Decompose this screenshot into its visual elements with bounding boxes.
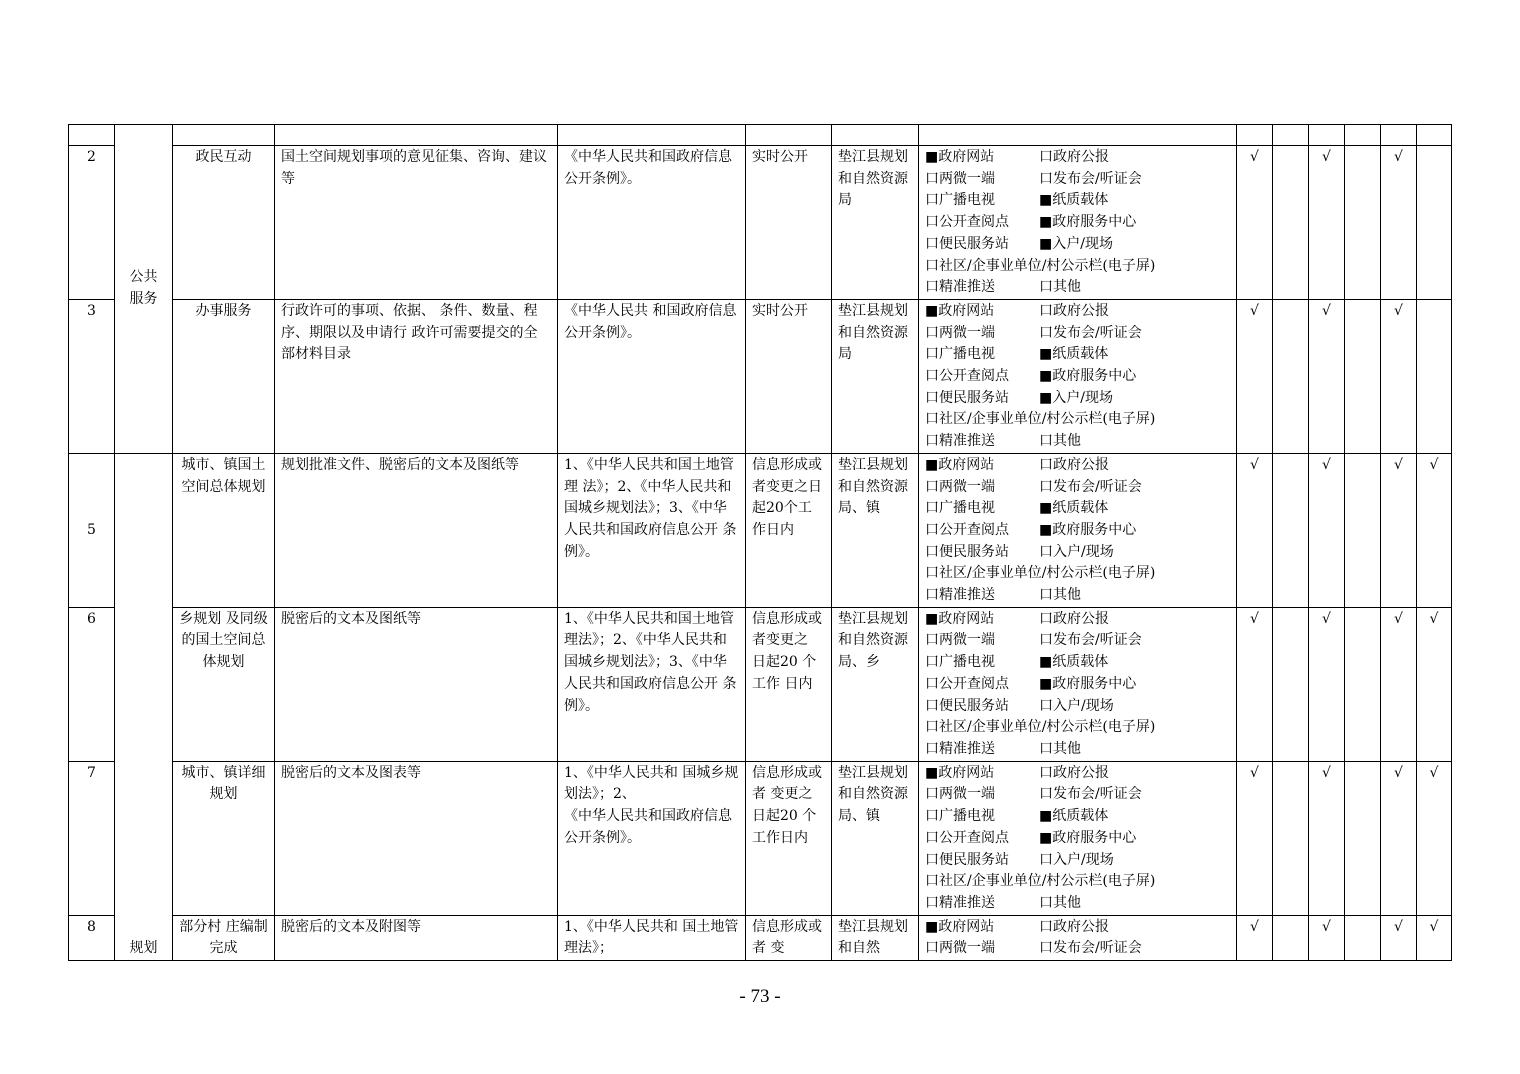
channel-option: 口两微一端 — [925, 786, 995, 803]
channel-line — [925, 409, 1230, 431]
channel-line — [925, 366, 1230, 388]
channel-option: 口公开查阅点 — [925, 675, 1009, 692]
disclosure-content: 规划批准文件、脱密后的文本及图纸等 — [275, 453, 558, 607]
check-mark — [1273, 146, 1309, 300]
channel-option: ■政府网站 — [925, 149, 995, 165]
disclosure-time: 信息形成或者变更之日起20个工作日内 — [746, 453, 832, 607]
channel-line — [925, 784, 1230, 806]
item-name: 城市、镇详细规划 — [173, 761, 275, 915]
check-mark — [1273, 453, 1309, 607]
disclosure-time: 信息形成或者 变 — [746, 915, 832, 960]
disclosure-subject: 垫江县规划和自然资源局 — [832, 146, 919, 300]
disclosure-basis: 《中华人民共 和国政府信息 公开条例》。 — [558, 299, 746, 453]
item-name: 办事服务 — [173, 299, 275, 453]
channel-line — [925, 431, 1230, 453]
channel-line — [925, 455, 1230, 477]
channel-option: 口两微一端 — [925, 478, 995, 495]
channel-option: 口发布会/听证会 — [1039, 940, 1142, 957]
check-mark — [1417, 146, 1452, 300]
channel-option: 口精准推送 — [925, 433, 995, 450]
channel-line — [925, 301, 1230, 323]
channel-option: ■政府服务中心 — [1039, 521, 1137, 538]
channel-option: 口其他 — [1039, 587, 1081, 604]
channel-option: ■政府网站 — [925, 918, 995, 935]
channel-option: 口精准推送 — [925, 740, 995, 757]
channel-option: ■政府网站 — [925, 764, 995, 781]
check-mark: √ — [1309, 299, 1345, 453]
disclosure-subject: 垫江县规划和自然 — [832, 915, 919, 960]
disclosure-time: 信息形成或者 变更之日起20 个工作日内 — [746, 761, 832, 915]
channel-option: 口其他 — [1039, 740, 1081, 757]
disclosure-basis: 1、《中华人民共和国土地管理 法》；2、《中华人民共和国城乡规划法》；3、《中华人民共和国政府信息公开 条例》。 — [558, 453, 746, 607]
channel-line — [925, 696, 1230, 718]
channel-line — [925, 498, 1230, 520]
disclosure-content: 国土空间规划事项的意见征集、咨询、建议等 — [275, 146, 558, 300]
channel-line — [925, 169, 1230, 191]
channel-option: ■纸质载体 — [1039, 808, 1109, 825]
channel-option: ■政府网站 — [925, 456, 995, 473]
channel-option: ■政府网站 — [925, 302, 995, 319]
disclosure-content: 脱密后的文本及图纸等 — [275, 607, 558, 761]
disclosure-time: 实时公开 — [746, 146, 832, 300]
channel-line — [925, 828, 1230, 850]
channel-line — [925, 652, 1230, 674]
channel-option: 口其他 — [1039, 279, 1081, 296]
category-label: 公共服务 — [129, 269, 158, 307]
channel-option: 口其他 — [1039, 894, 1081, 911]
channel-option: 口便民服务站 — [925, 235, 1009, 252]
channel-option: 口社区/企事业单位/村公示栏(电子屏) — [925, 719, 1156, 736]
channel-line — [925, 190, 1230, 212]
disclosure-content: 脱密后的文本及附图等 — [275, 915, 558, 960]
check-mark: √ — [1381, 607, 1417, 761]
check-mark: √ — [1381, 453, 1417, 607]
channel-option: ■纸质载体 — [1039, 654, 1109, 671]
channel-line — [925, 388, 1230, 410]
channel-option: 口公开查阅点 — [925, 368, 1009, 385]
check-mark: √ — [1237, 761, 1273, 915]
check-mark: √ — [1309, 607, 1345, 761]
channel-line — [925, 850, 1230, 872]
table-row — [69, 761, 1452, 915]
channel-option: 口社区/企事业单位/村公示栏(电子屏) — [925, 411, 1156, 428]
channel-line — [925, 277, 1230, 299]
channel-line — [925, 739, 1230, 761]
row-number: 3 — [69, 299, 115, 453]
item-name: 乡规划 及同级 的国土空间总体规划 — [173, 607, 275, 761]
channel-option: ■纸质载体 — [1039, 500, 1109, 517]
page-number: - 73 - — [739, 986, 781, 1007]
channel-option: 口政府公报 — [1039, 456, 1109, 473]
disclosure-channels — [919, 453, 1237, 607]
channel-line — [925, 871, 1230, 893]
item-name: 政民互动 — [173, 146, 275, 300]
channel-option: 口精准推送 — [925, 279, 995, 296]
channel-option: ■入户/现场 — [1039, 235, 1113, 252]
check-mark: √ — [1381, 915, 1417, 960]
disclosure-channels — [919, 915, 1237, 960]
disclosure-subject: 垫江县规划和自然资源局 — [832, 299, 919, 453]
channel-line — [925, 938, 1230, 960]
disclosure-content: 行政许可的事项、依据、 条件、数量、程序、期限以及申请行 政许可需要提交的全部材料目录 — [275, 299, 558, 453]
disclosure-basis: 《中华人民共和国政府信息公开条例》。 — [558, 146, 746, 300]
channel-option: 口发布会/听证会 — [1039, 632, 1142, 649]
check-mark: √ — [1417, 607, 1452, 761]
channel-line — [925, 234, 1230, 256]
check-mark: √ — [1237, 607, 1273, 761]
table-row — [69, 146, 1452, 300]
category-cell-planning — [115, 453, 173, 960]
row-number: 6 — [69, 607, 115, 761]
channel-option: 口发布会/听证会 — [1039, 170, 1142, 187]
channel-line — [925, 256, 1230, 278]
check-mark: √ — [1237, 453, 1273, 607]
check-mark: √ — [1309, 453, 1345, 607]
disclosure-table — [68, 124, 1452, 961]
row-number: 8 — [69, 915, 115, 960]
check-mark — [1273, 299, 1309, 453]
check-mark: √ — [1309, 761, 1345, 915]
channel-option: 口政府公报 — [1039, 149, 1109, 165]
channel-line — [925, 763, 1230, 785]
channel-line — [925, 674, 1230, 696]
channel-option: 口便民服务站 — [925, 697, 1009, 714]
channel-option: ■入户/现场 — [1039, 389, 1113, 406]
disclosure-basis: 1、《中华人民共和国土地管理法》；2、《中华人民共和国城乡规划法》；3、《中华人民共和国政府信息公开 条例》。 — [558, 607, 746, 761]
channel-option: 口入户/现场 — [1039, 851, 1114, 868]
channel-option: 口广播电视 — [925, 654, 995, 671]
channel-option: ■纸质载体 — [1039, 346, 1109, 363]
disclosure-content: 脱密后的文本及图表等 — [275, 761, 558, 915]
channel-line — [925, 630, 1230, 652]
channel-option: 口社区/企事业单位/村公示栏(电子屏) — [925, 565, 1156, 582]
channel-line — [925, 893, 1230, 915]
channel-option: 口广播电视 — [925, 192, 995, 209]
channel-option: 口两微一端 — [925, 324, 995, 341]
check-mark: √ — [1417, 761, 1452, 915]
channel-option: 口便民服务站 — [925, 389, 1009, 406]
disclosure-subject: 垫江县规划和自然资源局、乡 — [832, 607, 919, 761]
item-name: 部分村 庄编制 完成 — [173, 915, 275, 960]
channel-option: 口公开查阅点 — [925, 521, 1009, 538]
channel-option: 口发布会/听证会 — [1039, 478, 1142, 495]
channel-option: 口两微一端 — [925, 170, 995, 187]
channel-option: 口便民服务站 — [925, 543, 1009, 560]
check-mark: √ — [1381, 146, 1417, 300]
channel-line — [925, 147, 1230, 169]
channel-line — [925, 542, 1230, 564]
channel-line — [925, 344, 1230, 366]
channel-line — [925, 520, 1230, 542]
category-label: 规划 — [129, 940, 158, 957]
channel-option: 口入户/现场 — [1039, 697, 1114, 714]
channel-option: ■政府服务中心 — [1039, 675, 1137, 692]
check-mark: √ — [1237, 299, 1273, 453]
channel-line — [925, 717, 1230, 739]
channel-option: ■纸质载体 — [1039, 192, 1109, 209]
disclosure-basis: 1、《中华人民共和 国城乡规划法》；2、 《中华人民共和国政府信息公开条例》。 — [558, 761, 746, 915]
channel-option: 口政府公报 — [1039, 764, 1109, 781]
channel-option: 口入户/现场 — [1039, 543, 1114, 560]
check-mark: √ — [1237, 915, 1273, 960]
channel-line — [925, 477, 1230, 499]
channel-option: 口社区/企事业单位/村公示栏(电子屏) — [925, 873, 1156, 890]
channel-option: 口政府公报 — [1039, 610, 1109, 627]
check-mark — [1417, 299, 1452, 453]
check-mark: √ — [1417, 915, 1452, 960]
check-mark — [1345, 607, 1381, 761]
channel-option: 口政府公报 — [1039, 918, 1109, 935]
check-mark — [1345, 146, 1381, 300]
channel-option: ■政府网站 — [925, 610, 995, 627]
channel-option: 口发布会/听证会 — [1039, 786, 1142, 803]
channel-line — [925, 917, 1230, 939]
table-row — [69, 299, 1452, 453]
disclosure-channels — [919, 761, 1237, 915]
disclosure-channels — [919, 607, 1237, 761]
row-number: 5 — [69, 453, 115, 607]
channel-option: 口精准推送 — [925, 587, 995, 604]
check-mark: √ — [1381, 299, 1417, 453]
check-mark — [1345, 915, 1381, 960]
channel-option: 口公开查阅点 — [925, 214, 1009, 231]
check-mark: √ — [1237, 146, 1273, 300]
channel-option: 口便民服务站 — [925, 851, 1009, 868]
check-mark — [1345, 761, 1381, 915]
channel-option: 口两微一端 — [925, 632, 995, 649]
table-top-row — [69, 125, 1452, 146]
check-mark: √ — [1417, 453, 1452, 607]
check-mark — [1273, 915, 1309, 960]
channel-option: ■政府服务中心 — [1039, 214, 1137, 231]
category-cell-public-service — [115, 125, 173, 454]
channel-line — [925, 212, 1230, 234]
channel-option: 口广播电视 — [925, 346, 995, 363]
channel-line — [925, 806, 1230, 828]
check-mark: √ — [1381, 761, 1417, 915]
disclosure-subject: 垫江县规划和自然资源局、镇 — [832, 453, 919, 607]
channel-line — [925, 563, 1230, 585]
channel-line — [925, 323, 1230, 345]
channel-option: 口政府公报 — [1039, 302, 1109, 319]
channel-option: ■政府服务中心 — [1039, 368, 1137, 385]
check-mark: √ — [1309, 915, 1345, 960]
row-number: 7 — [69, 761, 115, 915]
channel-line — [925, 585, 1230, 607]
table-row — [69, 915, 1452, 960]
channel-option: 口广播电视 — [925, 500, 995, 517]
channel-option: 口其他 — [1039, 433, 1081, 450]
channel-line — [925, 609, 1230, 631]
channel-option: 口公开查阅点 — [925, 829, 1009, 846]
channel-option: 口精准推送 — [925, 894, 995, 911]
disclosure-channels — [919, 146, 1237, 300]
disclosure-basis: 1、《中华人民共和 国土地管理法》； — [558, 915, 746, 960]
table-row — [69, 607, 1452, 761]
disclosure-time: 信息形成或者变更之 日起20 个工作 日内 — [746, 607, 832, 761]
disclosure-subject: 垫江县规划和自然资源局、镇 — [832, 761, 919, 915]
disclosure-channels — [919, 299, 1237, 453]
check-mark — [1345, 299, 1381, 453]
disclosure-time: 实时公开 — [746, 299, 832, 453]
check-mark — [1345, 453, 1381, 607]
check-mark: √ — [1309, 146, 1345, 300]
channel-option: ■政府服务中心 — [1039, 829, 1137, 846]
channel-option: 口广播电视 — [925, 808, 995, 825]
check-mark — [1273, 607, 1309, 761]
check-mark — [1273, 761, 1309, 915]
channel-option: 口两微一端 — [925, 940, 995, 957]
table-row — [69, 453, 1452, 607]
row-number: 2 — [69, 146, 115, 300]
channel-option: 口发布会/听证会 — [1039, 324, 1142, 341]
channel-option: 口社区/企事业单位/村公示栏(电子屏) — [925, 257, 1156, 274]
item-name: 城市、镇国土空间总体规划 — [173, 453, 275, 607]
